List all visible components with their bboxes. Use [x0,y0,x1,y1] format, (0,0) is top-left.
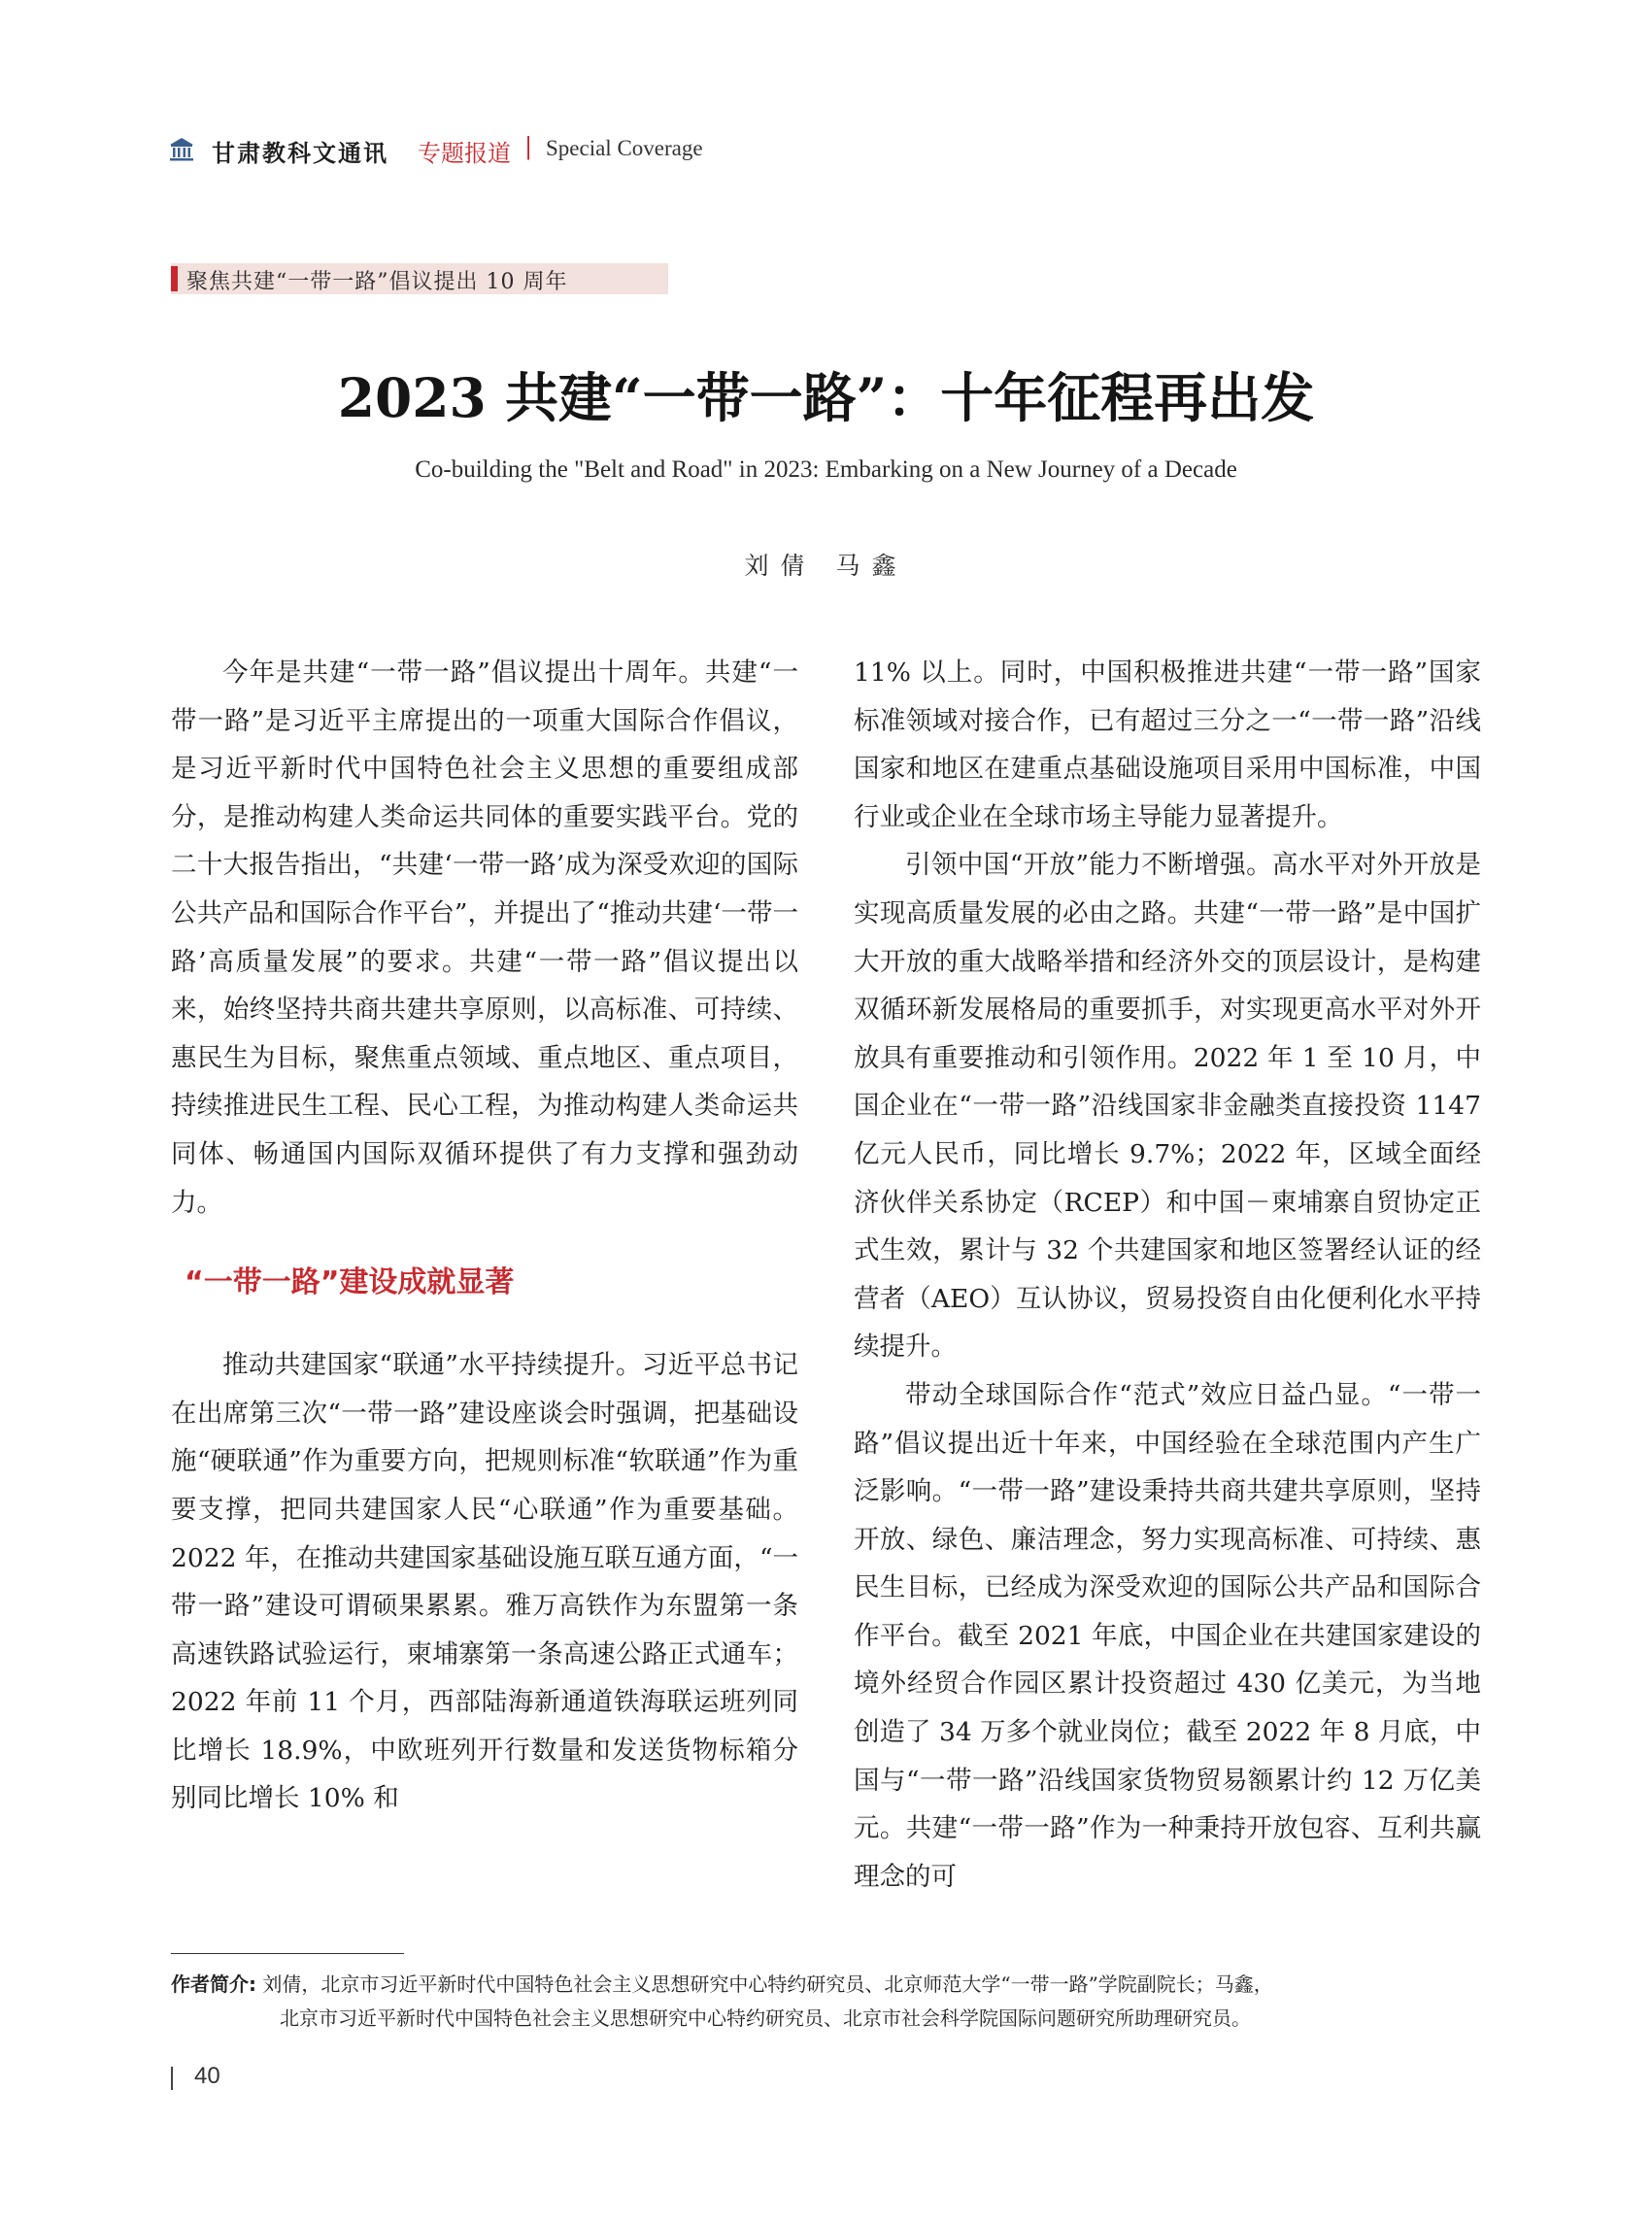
page-number: 40 [194,2063,220,2089]
footnote-line [171,1968,1472,2002]
article-subtitle: Co-building the "Belt and Road" in 2023: Embarking on a New Journey of a Decade [415,456,1237,483]
footnote-text: 北京市习近平新时代中国特色社会主义思想研究中心特约研究员、北京市社会科学院国际问题研究所助理研究员。 [280,2006,1251,2030]
tag-marker [171,266,178,291]
section-name: 专题报道 [418,140,511,167]
right-column [854,649,1481,1901]
body-paragraph: 引领中国“开放”能力不断增强。高水平对外开放是实现高质量发展的必由之路。共建“一带一路”是中国扩大开放的重大战略举措和经济外交的顶层设计，是构建双循环新发展格局的重要抓手，对实现更高水平对外开放具有重要推动和引领作用。2022 年 1 至 10 月，中国企业在“一带一路”沿线国家非金融类直接投资 1147 亿元人民币，同比增长 9.7%；2022 年，区域全面经济伙伴关系协定（RCEP）和中国－柬埔寨自贸协定正式生效，累计与 32 个共建国家和地区签署经认证的经营者（AEO）互认协议，贸易投资自由化便利化水平持续提升。 [854,850,1481,1363]
article-title: 2023 共建“一带一路”：十年征程再出发 [337,366,1315,429]
article-authors: 刘倩 马鑫 [744,552,908,580]
column-tag [171,263,668,294]
body-paragraph: 带动全球国际合作“范式”效应日益凸显。“一带一路”倡议提出近十年来，中国经验在全球范围内产生广泛影响。“一带一路”建设秉持共商共建共享原则，坚持开放、绿色、廉洁理念，努力实现高标准、可持续、惠民生目标，已经成为深受欢迎的国际公共产品和国际合作平台。截至 2021 年底，中国企业在共建国家建设的境外经贸合作园区累计投资超过 430 亿美元，为当地创造了 34 万多个就业岗位；截至 2022 年 8 月底，中国与“一带一路”沿线国家货物贸易额累计约 12 万亿美元。共建“一带一路”作为一种秉持开放包容、互利共赢理念的可 [854,1379,1481,1892]
section-heading: “一带一路”建设成就显著 [185,1265,515,1300]
footnote-rule [171,1953,404,1954]
author-bio-footnote [171,1968,1472,2036]
folio-rule [171,2067,173,2090]
column-tag-text: 聚焦共建“一带一路”倡议提出 10 周年 [186,270,568,294]
left-column [171,649,798,1823]
publication-name: 甘肃教科文通讯 [212,139,388,167]
footnote-text: 刘倩，北京市习近平新时代中国特色社会主义思想研究中心特约研究员、北京师范大学“一带一路”学院副院长；马鑫， [262,1972,1273,1996]
temple-logo-icon [167,135,196,164]
body-paragraph-continued: 11% 以上。同时，中国积极推进共建“一带一路”国家标准领域对接合作，已有超过三分之一“一带一路”沿线国家和地区在建重点基础设施项目采用中国标准，中国行业或企业在全球市场主导能力显著提升。 [854,657,1481,832]
section-name-english: Special Coverage [546,136,703,160]
footnote-label: 作者简介: [171,1972,256,1996]
body-paragraph: 推动共建国家“联通”水平持续提升。习近平总书记在出席第三次“一带一路”建设座谈会时强调，把基础设施“硬联通”作为重要方向，把规则标准“软联通”作为重要支撑，把同共建国家人民“心联通”作为重要基础。2022 年，在推动共建国家基础设施互联互通方面，“一带一路”建设可谓硕果累累。雅万高铁作为东盟第一条高速铁路试验运行，柬埔寨第一条高速公路正式通车；2022 年前 11 个月，西部陆海新通道铁海联运班列同比增长 18.9%，中欧班列开行数量和发送货物标箱分别同比增长 10% 和 [171,1350,798,1814]
body-paragraph: 今年是共建“一带一路”倡议提出十周年。共建“一带一路”是习近平主席提出的一项重大国际合作倡议，是习近平新时代中国特色社会主义思想的重要组成部分，是推动构建人类命运共同体的重要实践平台。党的二十大报告指出，“共建‘一带一路’成为深受欢迎的国际公共产品和国际合作平台”，并提出了“推动共建‘一带一路’高质量发展”的要求。共建“一带一路”倡议提出以来，始终坚持共商共建共享原则，以高标准、可持续、惠民生为目标，聚焦重点领域、重点地区、重点项目，持续推进民生工程、民心工程，为推动构建人类命运共同体、畅通国内国际双循环提供了有力支撑和强劲动力。 [171,657,798,1218]
section-separator: | [524,133,533,160]
